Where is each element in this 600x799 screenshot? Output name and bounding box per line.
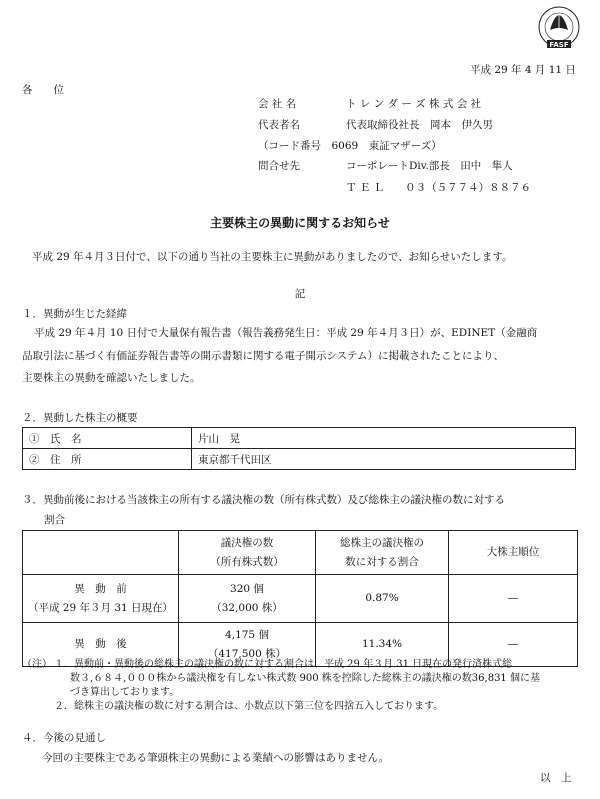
company-name: ト レ ン ダ ー ズ 株 式 会 社 [346, 98, 482, 110]
shareholder-table [22, 427, 576, 470]
header-votes-l1: 議決権の数 [220, 536, 274, 549]
before-ratio: 0.87% [316, 575, 449, 623]
header-ratio-l2: 数に対する割合 [345, 555, 419, 568]
header-votes [179, 531, 316, 575]
logo-text: FASF [549, 41, 569, 49]
company-name-label: 会 社 名 [258, 98, 297, 110]
note-1-line2: 数３,６８４,０００株から議決権を有しない株式数 900 株を控除した総株主の議決権の数36,831 個に基 [70, 673, 540, 684]
section1-line2: 品取引法に基づく有価証券報告書等の開示書類に関する電子開示システム）に掲載されたことにより、 [22, 349, 504, 362]
before-votes [179, 575, 316, 623]
section3-heading: ３．異動前後における当該株主の所有する議決権の数（所有株式数）及び総株主の議決権の数に対する [22, 494, 505, 506]
section1-line3: 主要株主の異動を確認いたしました。 [22, 372, 201, 384]
note-2: ２．総株主の議決権の数に対する割合は、小数点以下第三位を四捨五入しております。 [54, 701, 444, 712]
before-votes-count: 320 個 [230, 582, 264, 595]
before-rank: ― [449, 575, 578, 623]
header-rank: 大株主順位 [449, 531, 578, 575]
section2-heading: ２．異動した株主の概要 [22, 412, 138, 424]
telephone: Ｔ Ｅ Ｌ ０３（５７７４）８８７６ [346, 182, 532, 194]
after-ratio: 11.34% [316, 623, 449, 667]
representative-label: 代表者名 [258, 119, 300, 131]
notes-prefix: （注） [22, 659, 52, 670]
section4-heading: ４．今後の見通し [22, 732, 106, 744]
table-row [23, 449, 576, 470]
header-ratio-l1: 総株主の議決権の [340, 536, 424, 549]
header-votes-l2: （所有株式数） [210, 555, 284, 568]
before-label [23, 575, 179, 623]
after-shares-count: （417,500 株） [207, 647, 287, 660]
header-blank [23, 531, 179, 575]
shareholder-name: 片山 晃 [192, 428, 576, 449]
page-title: 主要株主の異動に関するお知らせ [210, 216, 390, 230]
table-row-before [23, 575, 578, 623]
after-rank: ― [449, 623, 578, 667]
intro-text: 平成 29 年４月３日付で、以下の通り当社の主要株主に異動がありましたので、お知らせいたします。 [32, 251, 513, 263]
table-header-row [23, 531, 578, 575]
section1-heading: １．異動が生じた経緯 [22, 308, 127, 320]
section4-body: 今回の主要株主である筆頭株主の異動による業績への影響はありません。 [42, 752, 390, 764]
stock-code: （コード番号 6069 東証マザーズ） [258, 140, 442, 152]
table-row [23, 428, 576, 449]
header-ratio [316, 531, 449, 575]
representative-name: 代表取締役社長 岡本 伊久男 [346, 119, 493, 131]
section1-line1: 平成 29 年４月 10 日付で大量保有報告書（報告義務発生日：平成 29 年４月３日）が、EDINET（金融商 [34, 327, 538, 339]
before-label-l2: （平成 29 年３月 31 日現在） [27, 601, 174, 614]
before-shares-count: （32,000 株） [211, 601, 283, 614]
fasf-logo [536, 6, 582, 52]
notes-block [22, 658, 578, 714]
note-1-line3: づき算出しております。 [70, 687, 180, 698]
section3-heading-cont: 割合 [44, 514, 65, 526]
before-label-l1: 異 動 前 [74, 582, 127, 595]
note-1-text [54, 658, 578, 700]
contact-person: コーポレートDiv.部長 田中 隼人 [346, 160, 513, 172]
addressee: 各 位 [22, 84, 64, 96]
closing-mark: 以 上 [540, 772, 572, 784]
contact-label: 問合せ先 [258, 160, 300, 172]
section1-body [22, 322, 578, 390]
after-votes-count: 4,175 個 [225, 628, 269, 641]
shareholder-address: 東京都千代田区 [192, 449, 576, 470]
after-label: 異 動 後 [23, 623, 179, 667]
document-date: 平成 29 年 4 月 11 日 [470, 64, 576, 76]
address-label: ② 住 所 [23, 449, 192, 470]
note-1-line1: １．異動前・異動後の総株主の議決権の数に対する割合は、平成 29 年３月 31 日現在の発行済株式総 [54, 659, 513, 670]
name-label: ① 氏 名 [23, 428, 192, 449]
note-1 [22, 658, 578, 700]
voting-rights-table [22, 530, 578, 667]
ki-marker: 記 [294, 288, 306, 300]
